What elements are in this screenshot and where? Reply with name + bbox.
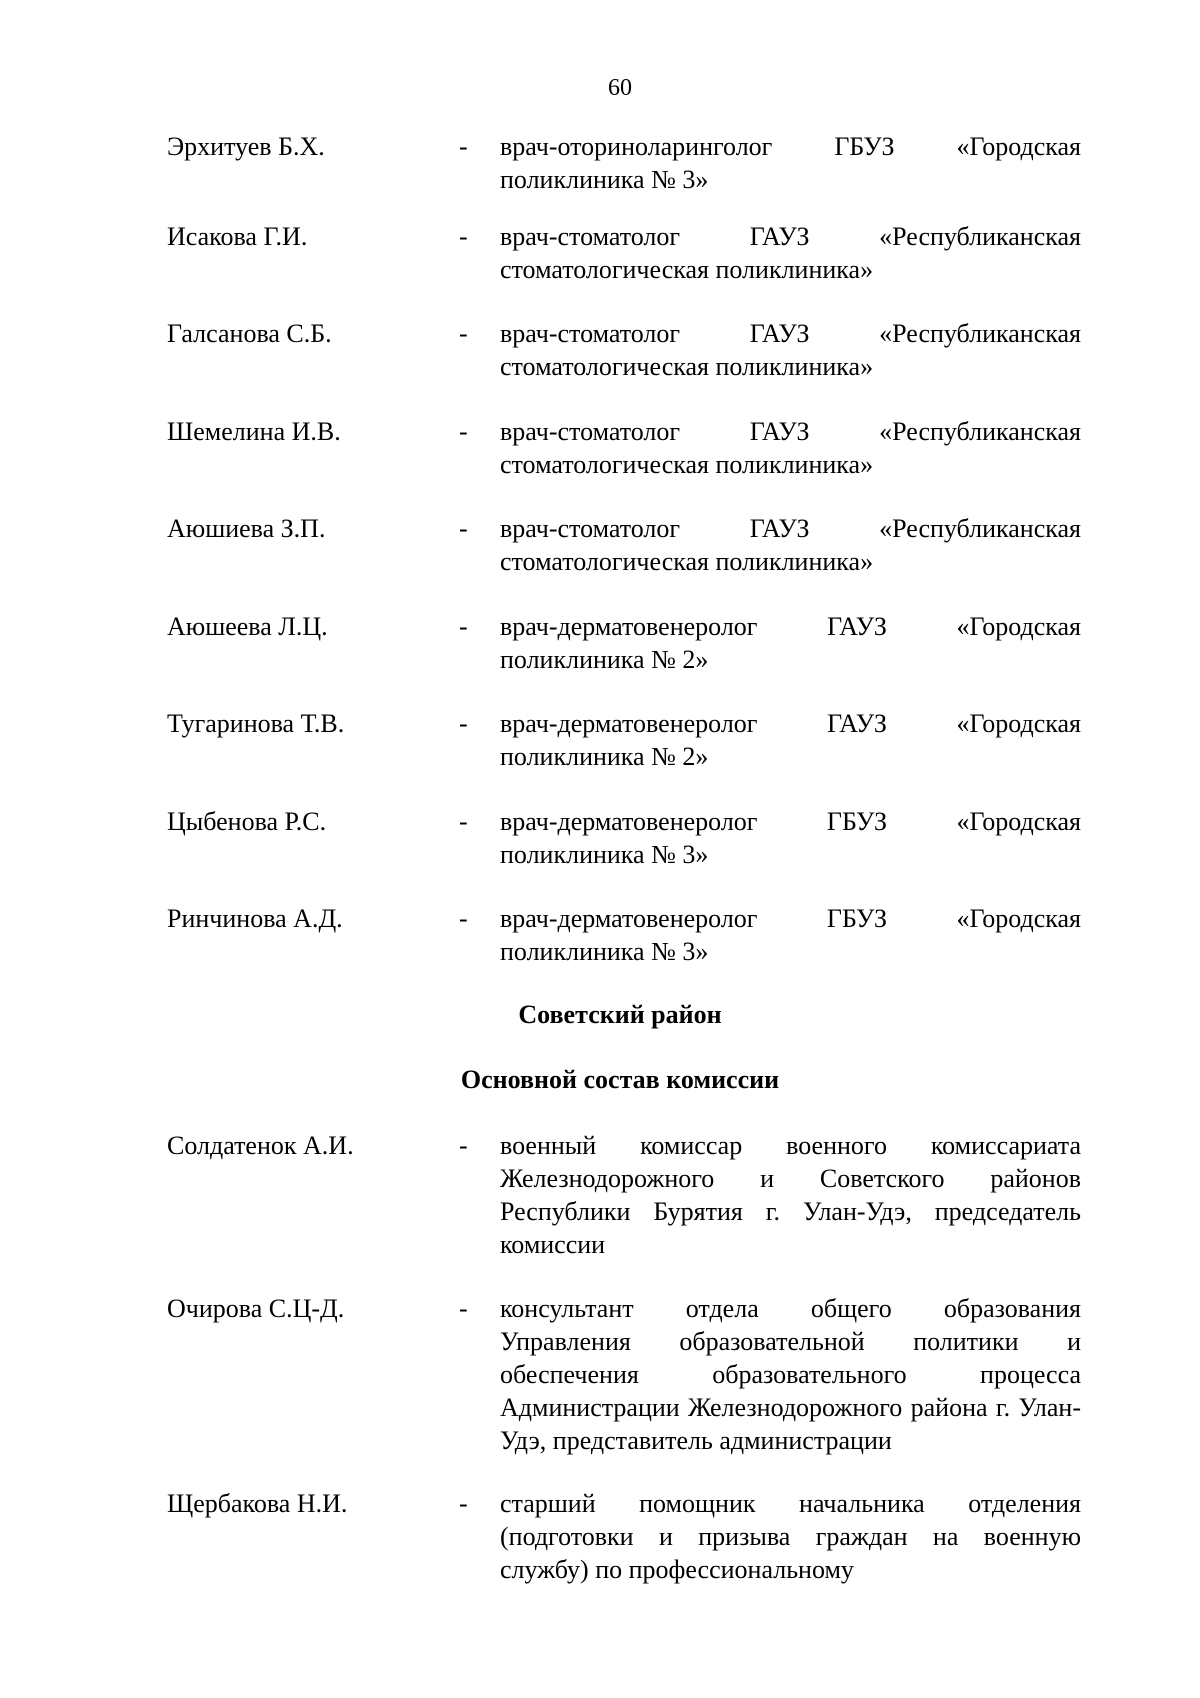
position-description: врач-стоматолог ГАУЗ «Республиканская стоматологическая поликлиника» (500, 222, 1081, 284)
person-name: Аюшиева З.П. (167, 514, 326, 543)
position-description: врач-стоматолог ГАУЗ «Республиканская стоматологическая поликлиника» (500, 417, 1081, 479)
position-description: военный комиссар военного комиссариата Железнодорожного и Советского районов Республики Бурятия г. Улан-Удэ, председатель комиссии (500, 1131, 1081, 1259)
dash-separator: - (459, 1294, 468, 1323)
position-description: врач-стоматолог ГАУЗ «Республиканская стоматологическая поликлиника» (500, 319, 1081, 381)
person-name: Ринчинова А.Д. (167, 904, 343, 933)
subsection-title: Основной состав комиссии (460, 1065, 780, 1094)
person-name: Галсанова С.Б. (167, 319, 332, 348)
person-name: Щербакова Н.И. (167, 1489, 348, 1518)
person-name: Исакова Г.И. (167, 222, 308, 251)
position-description: врач-дерматовенеролог ГАУЗ «Городская поликлиника № 2» (500, 612, 1081, 674)
dash-separator: - (459, 132, 468, 161)
dash-separator: - (459, 904, 468, 933)
person-name: Тугаринова Т.В. (167, 709, 345, 738)
dash-separator: - (459, 1131, 468, 1160)
position-description: врач-дерматовенеролог ГБУЗ «Городская поликлиника № 3» (500, 904, 1081, 966)
dash-separator: - (459, 709, 468, 738)
position-description: врач-дерматовенеролог ГАУЗ «Городская поликлиника № 2» (500, 709, 1081, 771)
position-description: консультант отдела общего образования Управления образовательной политики и обеспечения образовательного процесса Администрации Железнодорожного района г. Улан-Удэ, представитель администрации (500, 1294, 1081, 1455)
dash-separator: - (459, 612, 468, 641)
dash-separator: - (459, 319, 468, 348)
section-title: Советский район (518, 1000, 722, 1029)
position-description: врач-стоматолог ГАУЗ «Республиканская стоматологическая поликлиника» (500, 514, 1081, 576)
dash-separator: - (459, 514, 468, 543)
position-description: врач-дерматовенеролог ГБУЗ «Городская поликлиника № 3» (500, 807, 1081, 869)
dash-separator: - (459, 222, 468, 251)
position-description: старший помощник начальника отделения (подготовки и призыва граждан на военную службу) по профессиональному (500, 1489, 1081, 1584)
position-description: врач-оториноларинголог ГБУЗ «Городская поликлиника № 3» (500, 132, 1081, 194)
person-name: Аюшеева Л.Ц. (167, 612, 328, 641)
dash-separator: - (459, 1489, 468, 1518)
person-name: Шемелина И.В. (167, 417, 341, 446)
person-name: Солдатенок А.И. (167, 1131, 354, 1160)
person-name: Эрхитуев Б.Х. (167, 132, 325, 161)
dash-separator: - (459, 417, 468, 446)
person-name: Очирова С.Ц-Д. (167, 1294, 345, 1323)
page-number: 60 (608, 75, 632, 101)
dash-separator: - (459, 807, 468, 836)
person-name: Цыбенова Р.С. (167, 807, 327, 836)
